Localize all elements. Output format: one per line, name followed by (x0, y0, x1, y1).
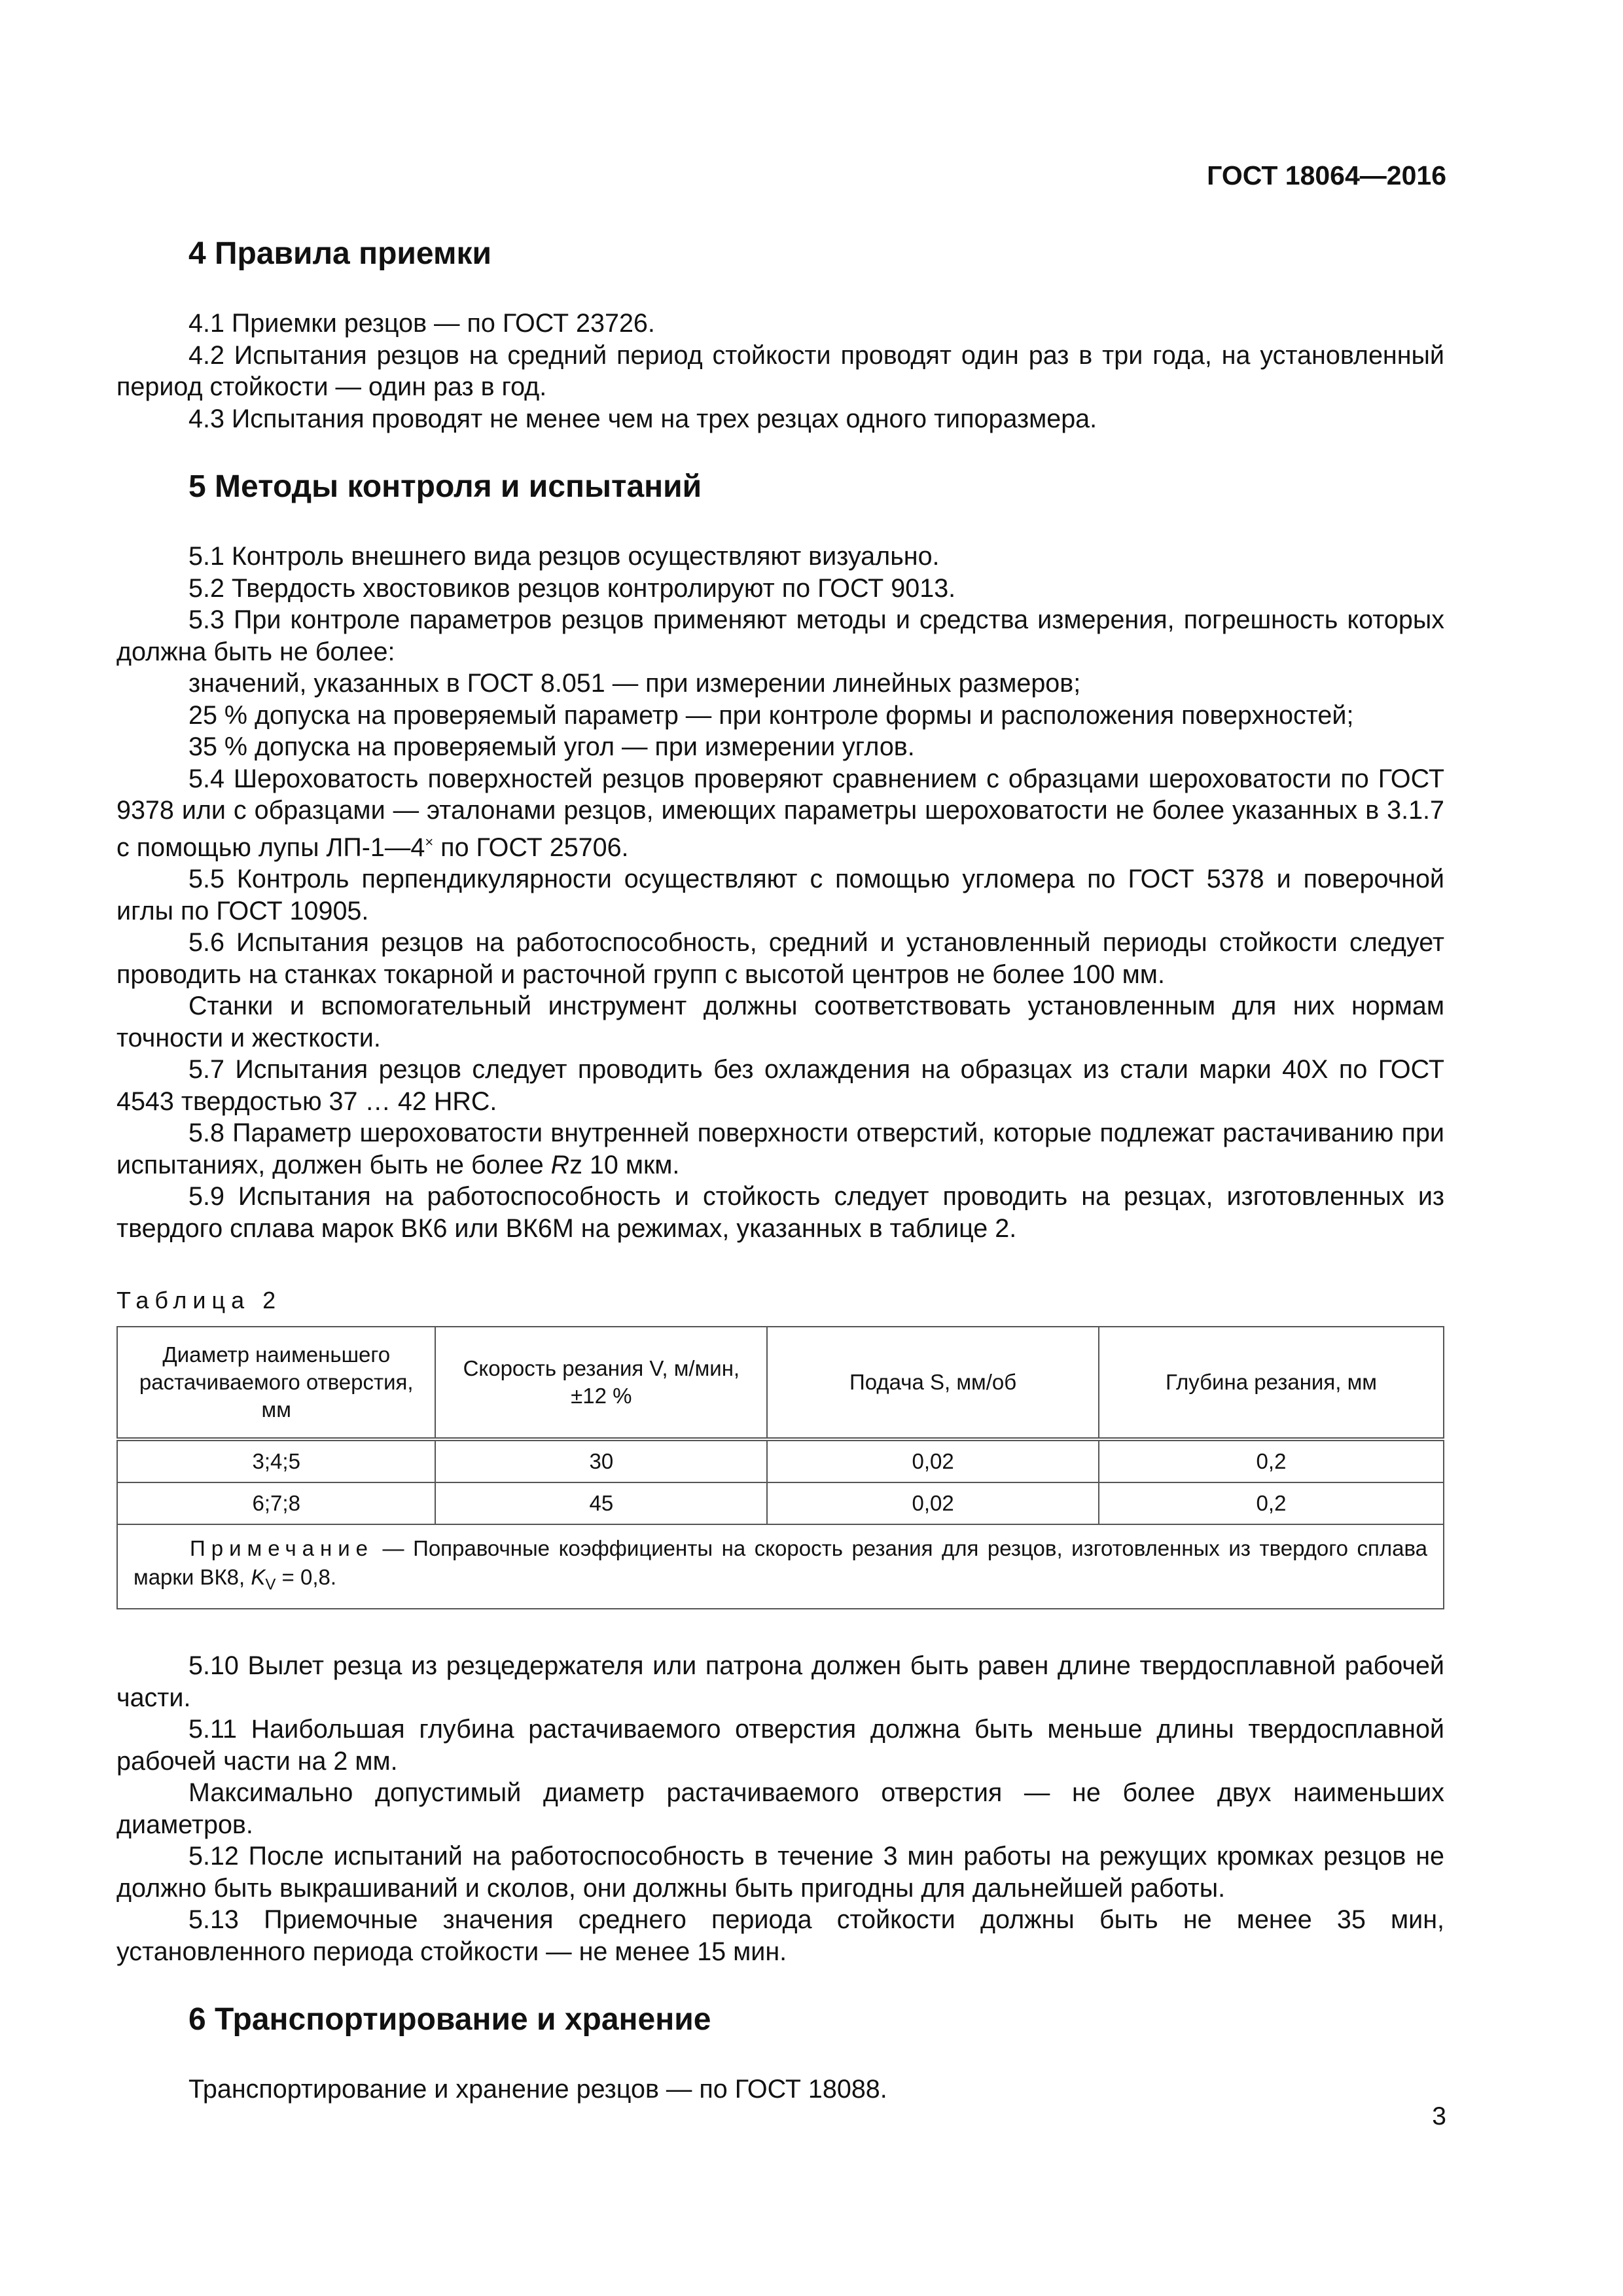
paragraph-5-4 (116, 763, 1444, 864)
table-cell: 0,02 (767, 1482, 1099, 1524)
paragraph-5-4-tail: по ГОСТ 25706. (433, 833, 629, 862)
paragraph-5-3-item-3: 35 % допуска на проверяемый угол — при измерении углов. (188, 732, 915, 761)
table-note (117, 1524, 1444, 1609)
paragraph-4-1: 4.1 Приемки резцов — по ГОСТ 23726. (188, 309, 655, 338)
table-note-sub: V (265, 1575, 276, 1594)
section-6-heading: 6 Транспортирование и хранение (188, 2002, 711, 2037)
table-cell: 45 (435, 1482, 767, 1524)
table-cell: 0,2 (1099, 1439, 1444, 1482)
table-2 (116, 1326, 1444, 1610)
table-note-title: Примечание (190, 1535, 374, 1560)
paragraph-5-3-item-2: 25 % допуска на проверяемый параметр — при контроле формы и расположения поверхностей; (188, 700, 1354, 730)
paragraph-5-8-italic: R (550, 1150, 570, 1179)
table-row (117, 1439, 1444, 1482)
table-header-speed: Скорость резания V, м/мин, ±12 % (435, 1327, 767, 1439)
section-5-continued (116, 1650, 1444, 1967)
paragraph-5-7: 5.7 Испытания резцов следует проводить без охлаждения на образцах из стали марки 40Х по ГОСТ 4543 твердостью 37 … 42 HRC. (116, 1055, 1444, 1116)
paragraph-5-3: 5.3 При контроле параметров резцов применяют методы и средства измерения, погрешность которых должна быть не более: (116, 605, 1444, 666)
table-header-row (117, 1327, 1444, 1439)
table-2-caption: Таблица 2 (116, 1287, 282, 1314)
section-4-heading: 4 Правила приемки (188, 236, 492, 271)
paragraph-5-10: 5.10 Вылет резца из резцедержателя или патрона должен быть равен длине твердосплавной рабочей части. (116, 1651, 1444, 1712)
paragraph-5-12: 5.12 После испытаний на работоспособность в течение 3 мин работы на режущих кромках резцов не должно быть выкрашиваний и сколов, они должны быть пригодны для дальнейшей работы. (116, 1842, 1444, 1903)
paragraph-5-11: 5.11 Наибольшая глубина растачиваемого отверстия должна быть меньше длины твердосплавной рабочей части на 2 мм. (116, 1715, 1444, 1776)
paragraph-5-11-cont: Максимально допустимый диаметр растачиваемого отверстия — не более двух наименьших диаметров. (116, 1778, 1444, 1839)
paragraph-5-13: 5.13 Приемочные значения среднего периода стойкости должны быть не менее 35 мин, установленного периода стойкости — не менее 15 мин. (116, 1905, 1444, 1966)
paragraph-5-1: 5.1 Контроль внешнего вида резцов осуществляют визуально. (188, 542, 940, 571)
table-header-diameter: Диаметр наименьшего растачиваемого отверстия, мм (117, 1327, 435, 1439)
table-row (117, 1482, 1444, 1524)
table-cell: 30 (435, 1439, 767, 1482)
table-cell: 0,02 (767, 1439, 1099, 1482)
table-note-row (117, 1524, 1444, 1609)
paragraph-4-3: 4.3 Испытания проводят не менее чем на трех резцах одного типоразмера. (188, 404, 1097, 433)
paragraph-5-8 (116, 1117, 1444, 1181)
table-note-end: = 0,8. (276, 1564, 337, 1589)
paragraph-6-1: Транспортирование и хранение резцов — по ГОСТ 18088. (188, 2075, 887, 2104)
paragraph-5-8-text: 5.8 Параметр шероховатости внутренней поверхности отверстий, которые подлежат растачиванию при испытаниях, должен быть не более (116, 1119, 1444, 1179)
document-body (116, 216, 1444, 2106)
document-id-header: ГОСТ 18064—2016 (1207, 160, 1446, 190)
paragraph-5-9: 5.9 Испытания на работоспособность и стойкость следует проводить на резцах, изготовленных из твердого сплава марок ВК6 или ВК6М на режимах, указанных в таблице 2. (116, 1182, 1444, 1243)
table-note-text: — Поправочные коэффициенты на скорость резания для резцов, изготовленных из твердого сплава марки ВК8, (134, 1535, 1427, 1589)
table-header-depth: Глубина резания, мм (1099, 1327, 1444, 1439)
page-number: 3 (1432, 2102, 1446, 2130)
paragraph-5-6: 5.6 Испытания резцов на работоспособность, средний и установленный периоды стойкости следует проводить на станках токарной и расточной групп с высотой центров не более 100 мм. (116, 928, 1444, 989)
table-cell: 3;4;5 (117, 1439, 435, 1482)
paragraph-5-4-sup: × (425, 833, 434, 850)
section-5-heading: 5 Методы контроля и испытаний (188, 469, 702, 504)
table-cell: 0,2 (1099, 1482, 1444, 1524)
paragraph-5-2: 5.2 Твердость хвостовиков резцов контролируют по ГОСТ 9013. (188, 573, 956, 603)
paragraph-5-4-text: 5.4 Шероховатость поверхностей резцов проверяют сравнением с образцами шероховатости по ГОСТ 9378 или с образцами — эталонами резцов, имеющих параметры шероховатости не более указанных в 3.1.7 с помощью лупы ЛП-1—4 (116, 764, 1444, 862)
paragraph-5-5: 5.5 Контроль перпендикулярности осуществляют с помощью угломера по ГОСТ 5378 и поверочной иглы по ГОСТ 10905. (116, 865, 1444, 925)
table-header-feed: Подача S, мм/об (767, 1327, 1099, 1439)
paragraph-4-2: 4.2 Испытания резцов на средний период стойкости проводят один раз в три года, на установленный период стойкости — один раз в год. (116, 340, 1444, 401)
table-cell: 6;7;8 (117, 1482, 435, 1524)
paragraph-5-3-item-1: значений, указанных в ГОСТ 8.051 — при измерении линейных размеров; (188, 669, 1081, 698)
paragraph-5-6-cont: Станки и вспомогательный инструмент должны соответствовать установленным для них нормам точности и жесткости. (116, 992, 1444, 1052)
paragraph-5-8-tail: z 10 мкм. (569, 1150, 680, 1179)
table-note-k: K (251, 1564, 266, 1589)
